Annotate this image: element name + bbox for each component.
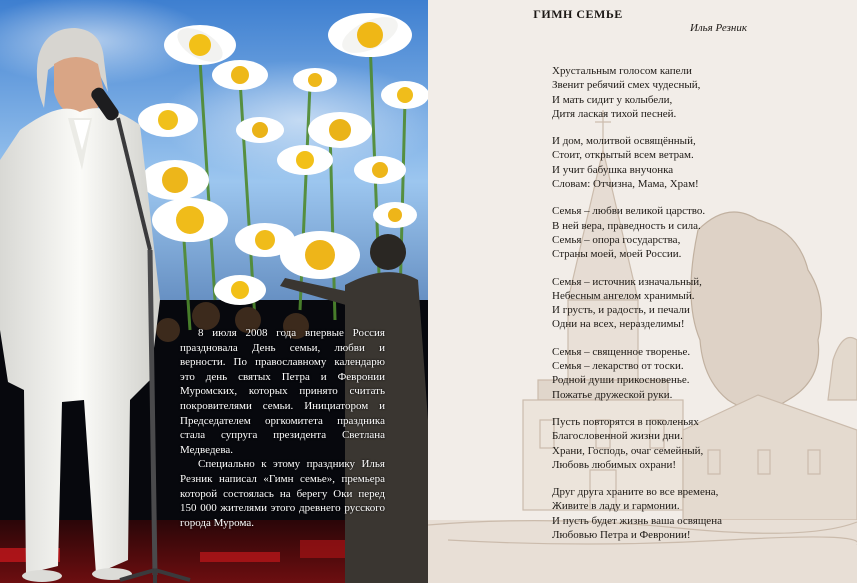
poem-stanza (552, 485, 852, 542)
poem-line: Семья – опора государства, (552, 233, 681, 246)
poem-line: Одни на всех, неразделимы! (552, 318, 685, 331)
poem-line: Любовью Петра и Февронии! (552, 529, 691, 542)
caption-paragraph: Специально к этому празднику Илья Резник написал «Гимн семье», премьера которой состоялась на берегу Оки перед 150 000 жителями этого древнего русского города Мурома. (180, 458, 385, 529)
poem-line: И дом, молитвой освящённый, (552, 135, 696, 148)
poem-line: И учит бабушка внучонка (552, 163, 674, 176)
poem-line: Дитя лаская тихой песней. (552, 107, 677, 120)
poem-line: Благословенной жизни дни. (552, 430, 683, 443)
poem-line: Храни, Господь, очаг семейный, (552, 444, 704, 457)
poem-line: Страны моей, моей России. (552, 248, 682, 261)
poem-stanza (552, 345, 852, 402)
poem-line: Звенит ребячий смех чудесный, (552, 79, 701, 92)
poem-line: Родной души прикосновенье. (552, 374, 690, 387)
concert-photo-page (0, 0, 428, 583)
poem-stanza (552, 415, 852, 472)
poem-stanza (552, 134, 852, 191)
poem-line: В ней вера, праведность и сила. (552, 219, 701, 232)
poem-line: Словам: Отчизна, Мама, Храм! (552, 178, 699, 191)
poem-line: Хрустальным голосом капели (552, 65, 692, 77)
photo-caption (180, 326, 385, 530)
poem-body (552, 64, 852, 555)
caption-paragraph: 8 июля 2008 года впервые Россия праздновала День семьи, любви и верности. По православному календарю это день святых Петра и Февронии Муромских, которых принято считать покровителями семьи. Инициатором и Председателем оргкомитета праздника стала супруга президента Светлана Медведева. (180, 327, 385, 456)
poem-line: И пусть будет жизнь ваша освящена (552, 514, 722, 527)
poem-page (428, 0, 857, 583)
poem-line: Семья – священное творенье. (552, 345, 691, 358)
poem-stanza (552, 204, 852, 261)
poem-line: Стоит, открытый всем ветрам. (552, 149, 694, 162)
poem-stanza (552, 275, 852, 332)
poem-line: Небесным ангелом хранимый. (552, 289, 695, 302)
poem-line: Пожатье дружеской руки. (552, 388, 673, 401)
poem-line: Живите в ладу и гармонии. (552, 500, 680, 513)
poem-author: Илья Резник (689, 22, 747, 34)
poem-line: Пусть повторятся в поколеньях (552, 415, 699, 428)
poem-line: Семья – любви великой царство. (552, 205, 706, 218)
poem-line: И грусть, и радость, и печали (552, 304, 690, 317)
poem-line: И мать сидит у колыбели, (552, 93, 673, 106)
poem-stanza (552, 64, 852, 121)
poem-title: ГИМН СЕМЬЕ (533, 7, 623, 21)
poem-line: Друг друга храните во все времена, (552, 486, 719, 499)
poem-line: Семья – лекарство от тоски. (552, 360, 684, 373)
poem-line: Семья – источник изначальный, (552, 275, 702, 288)
poem-line: Любовь любимых охрани! (552, 458, 677, 471)
